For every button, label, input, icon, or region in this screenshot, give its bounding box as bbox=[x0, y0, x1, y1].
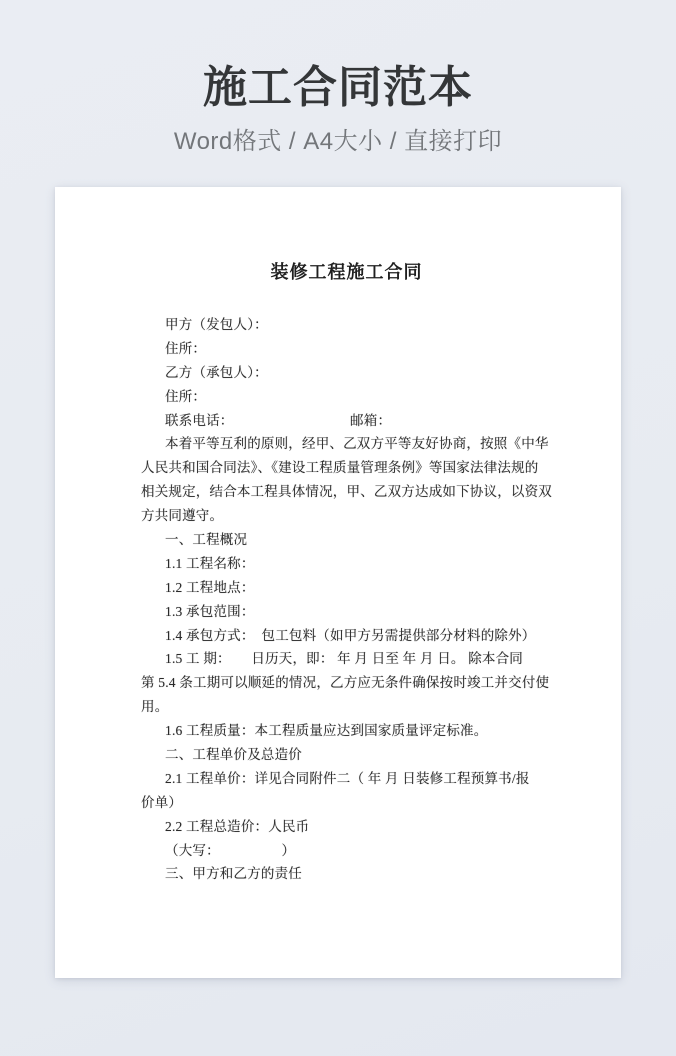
page-header bbox=[0, 0, 676, 156]
doc-line: 第 5.4 条工期可以顺延的情况，乙方应无条件确保按时竣工并交付使 bbox=[141, 675, 550, 691]
doc-line: 甲方（发包人）： bbox=[165, 317, 268, 332]
doc-line: 用。 bbox=[141, 699, 169, 715]
doc-line: 1.5 工 期： 日历天，即： 年 月 日至 年 月 日。 除本合同 bbox=[165, 651, 523, 667]
doc-line: 人民共和国合同法》、《建设工程质量管理条例》等国家法律法规的 bbox=[141, 460, 539, 476]
doc-line: 价单） bbox=[141, 794, 183, 810]
doc-line: 二、工程单价及总造价 bbox=[165, 747, 302, 763]
doc-line: 2.2 工程总造价：人民币 bbox=[165, 818, 310, 834]
doc-line: 乙方（承包人）： bbox=[165, 364, 268, 380]
doc-line: 1.4 承包方式： 包工包料（如甲方另需提供部分材料的除外） bbox=[165, 627, 536, 643]
doc-line: 一、工程概况 bbox=[165, 532, 248, 548]
page-title: 施工合同范本 bbox=[203, 63, 473, 112]
doc-line: 方共同遵守。 bbox=[141, 508, 224, 524]
doc-line: 1.1 工程名称： bbox=[165, 555, 255, 571]
doc-title: 装修工程施工合同 bbox=[270, 262, 423, 282]
doc-line: 住所： bbox=[165, 388, 207, 404]
doc-line: 1.2 工程地点： bbox=[165, 579, 255, 595]
doc-line: 本着平等互利的原则，经甲、乙双方平等友好协商，按照《中华 bbox=[165, 436, 549, 452]
doc-line: （大写： ） bbox=[165, 842, 296, 858]
doc-line: 相关规定，结合本工程具体情况，甲、乙双方达成如下协议，以资双 bbox=[141, 484, 552, 500]
doc-line: 1.3 承包范围： bbox=[165, 603, 255, 619]
doc-line: 联系电话： 邮箱： bbox=[165, 412, 392, 428]
document-page bbox=[55, 187, 621, 978]
doc-line: 三、甲方和乙方的责任 bbox=[165, 866, 302, 882]
doc-line: 1.6 工程质量：本工程质量应达到国家质量评定标准。 bbox=[165, 723, 488, 739]
doc-line: 2.1 工程单价：详见合同附件二（ 年 月 日装修工程预算书/报 bbox=[165, 770, 530, 786]
document-body bbox=[141, 313, 561, 886]
page-subtitle: Word格式 / A4大小 / 直接打印 bbox=[173, 128, 503, 156]
doc-line: 住所： bbox=[165, 340, 207, 356]
